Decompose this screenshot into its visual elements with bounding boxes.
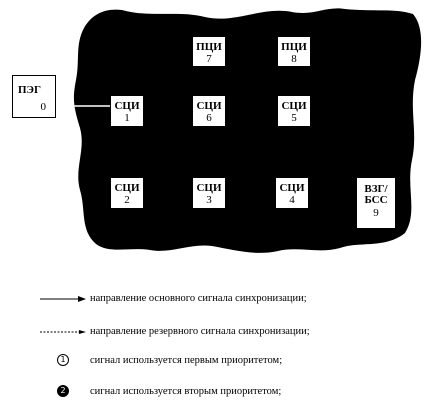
node-label: СЦИ xyxy=(114,100,140,112)
node-label: СЦИ xyxy=(196,182,222,194)
node-vzg-bss-9 xyxy=(356,177,396,229)
node-label: ВЗГ/БСС xyxy=(364,183,388,206)
legend-priority-2-text: сигнал используется вторым приоритетом; xyxy=(90,386,282,397)
node-label: СЦИ xyxy=(196,100,222,112)
node-number: 6 xyxy=(206,112,212,124)
node-pci-8 xyxy=(277,36,311,67)
circled-2-icon: 2 xyxy=(57,385,69,397)
node-label: СЦИ xyxy=(279,182,305,194)
main-signal-arrow-icon xyxy=(40,292,86,306)
circled-1-icon: 1 xyxy=(57,354,69,366)
node-sci-1 xyxy=(110,95,144,127)
node-label: ПЦИ xyxy=(281,41,307,53)
node-number: 0 xyxy=(40,101,46,113)
node-sci-3 xyxy=(192,177,226,209)
node-number: 7 xyxy=(206,53,212,65)
node-sci-6 xyxy=(192,95,226,127)
node-number: 5 xyxy=(291,112,297,124)
node-number: 4 xyxy=(289,194,295,206)
legend-priority-1 xyxy=(0,354,427,368)
node-peg-0 xyxy=(12,75,56,118)
node-label: СЦИ xyxy=(281,100,307,112)
legend-reserve-signal xyxy=(0,325,427,339)
legend-reserve-signal-text: направление резервного сигнала синхронизации; xyxy=(90,326,310,337)
node-sci-5 xyxy=(277,95,311,127)
node-label: ПЦИ xyxy=(196,41,222,53)
legend-main-signal-text: направление основного сигнала синхронизации; xyxy=(90,293,307,304)
node-label: СЦИ xyxy=(114,182,140,194)
node-number: 3 xyxy=(206,194,212,206)
legend-priority-1-text: сигнал используется первым приоритетом; xyxy=(90,355,283,366)
node-number: 1 xyxy=(124,112,130,124)
legend-main-signal xyxy=(0,292,427,306)
node-sci-2 xyxy=(110,177,144,209)
node-label: ПЭГ xyxy=(18,84,42,96)
reserve-signal-arrow-icon xyxy=(40,325,86,339)
node-pci-7 xyxy=(192,36,226,67)
node-sci-4 xyxy=(275,177,309,209)
node-number: 9 xyxy=(373,207,379,219)
node-number: 2 xyxy=(124,194,130,206)
legend-priority-2 xyxy=(0,385,427,399)
node-number: 8 xyxy=(291,53,297,65)
